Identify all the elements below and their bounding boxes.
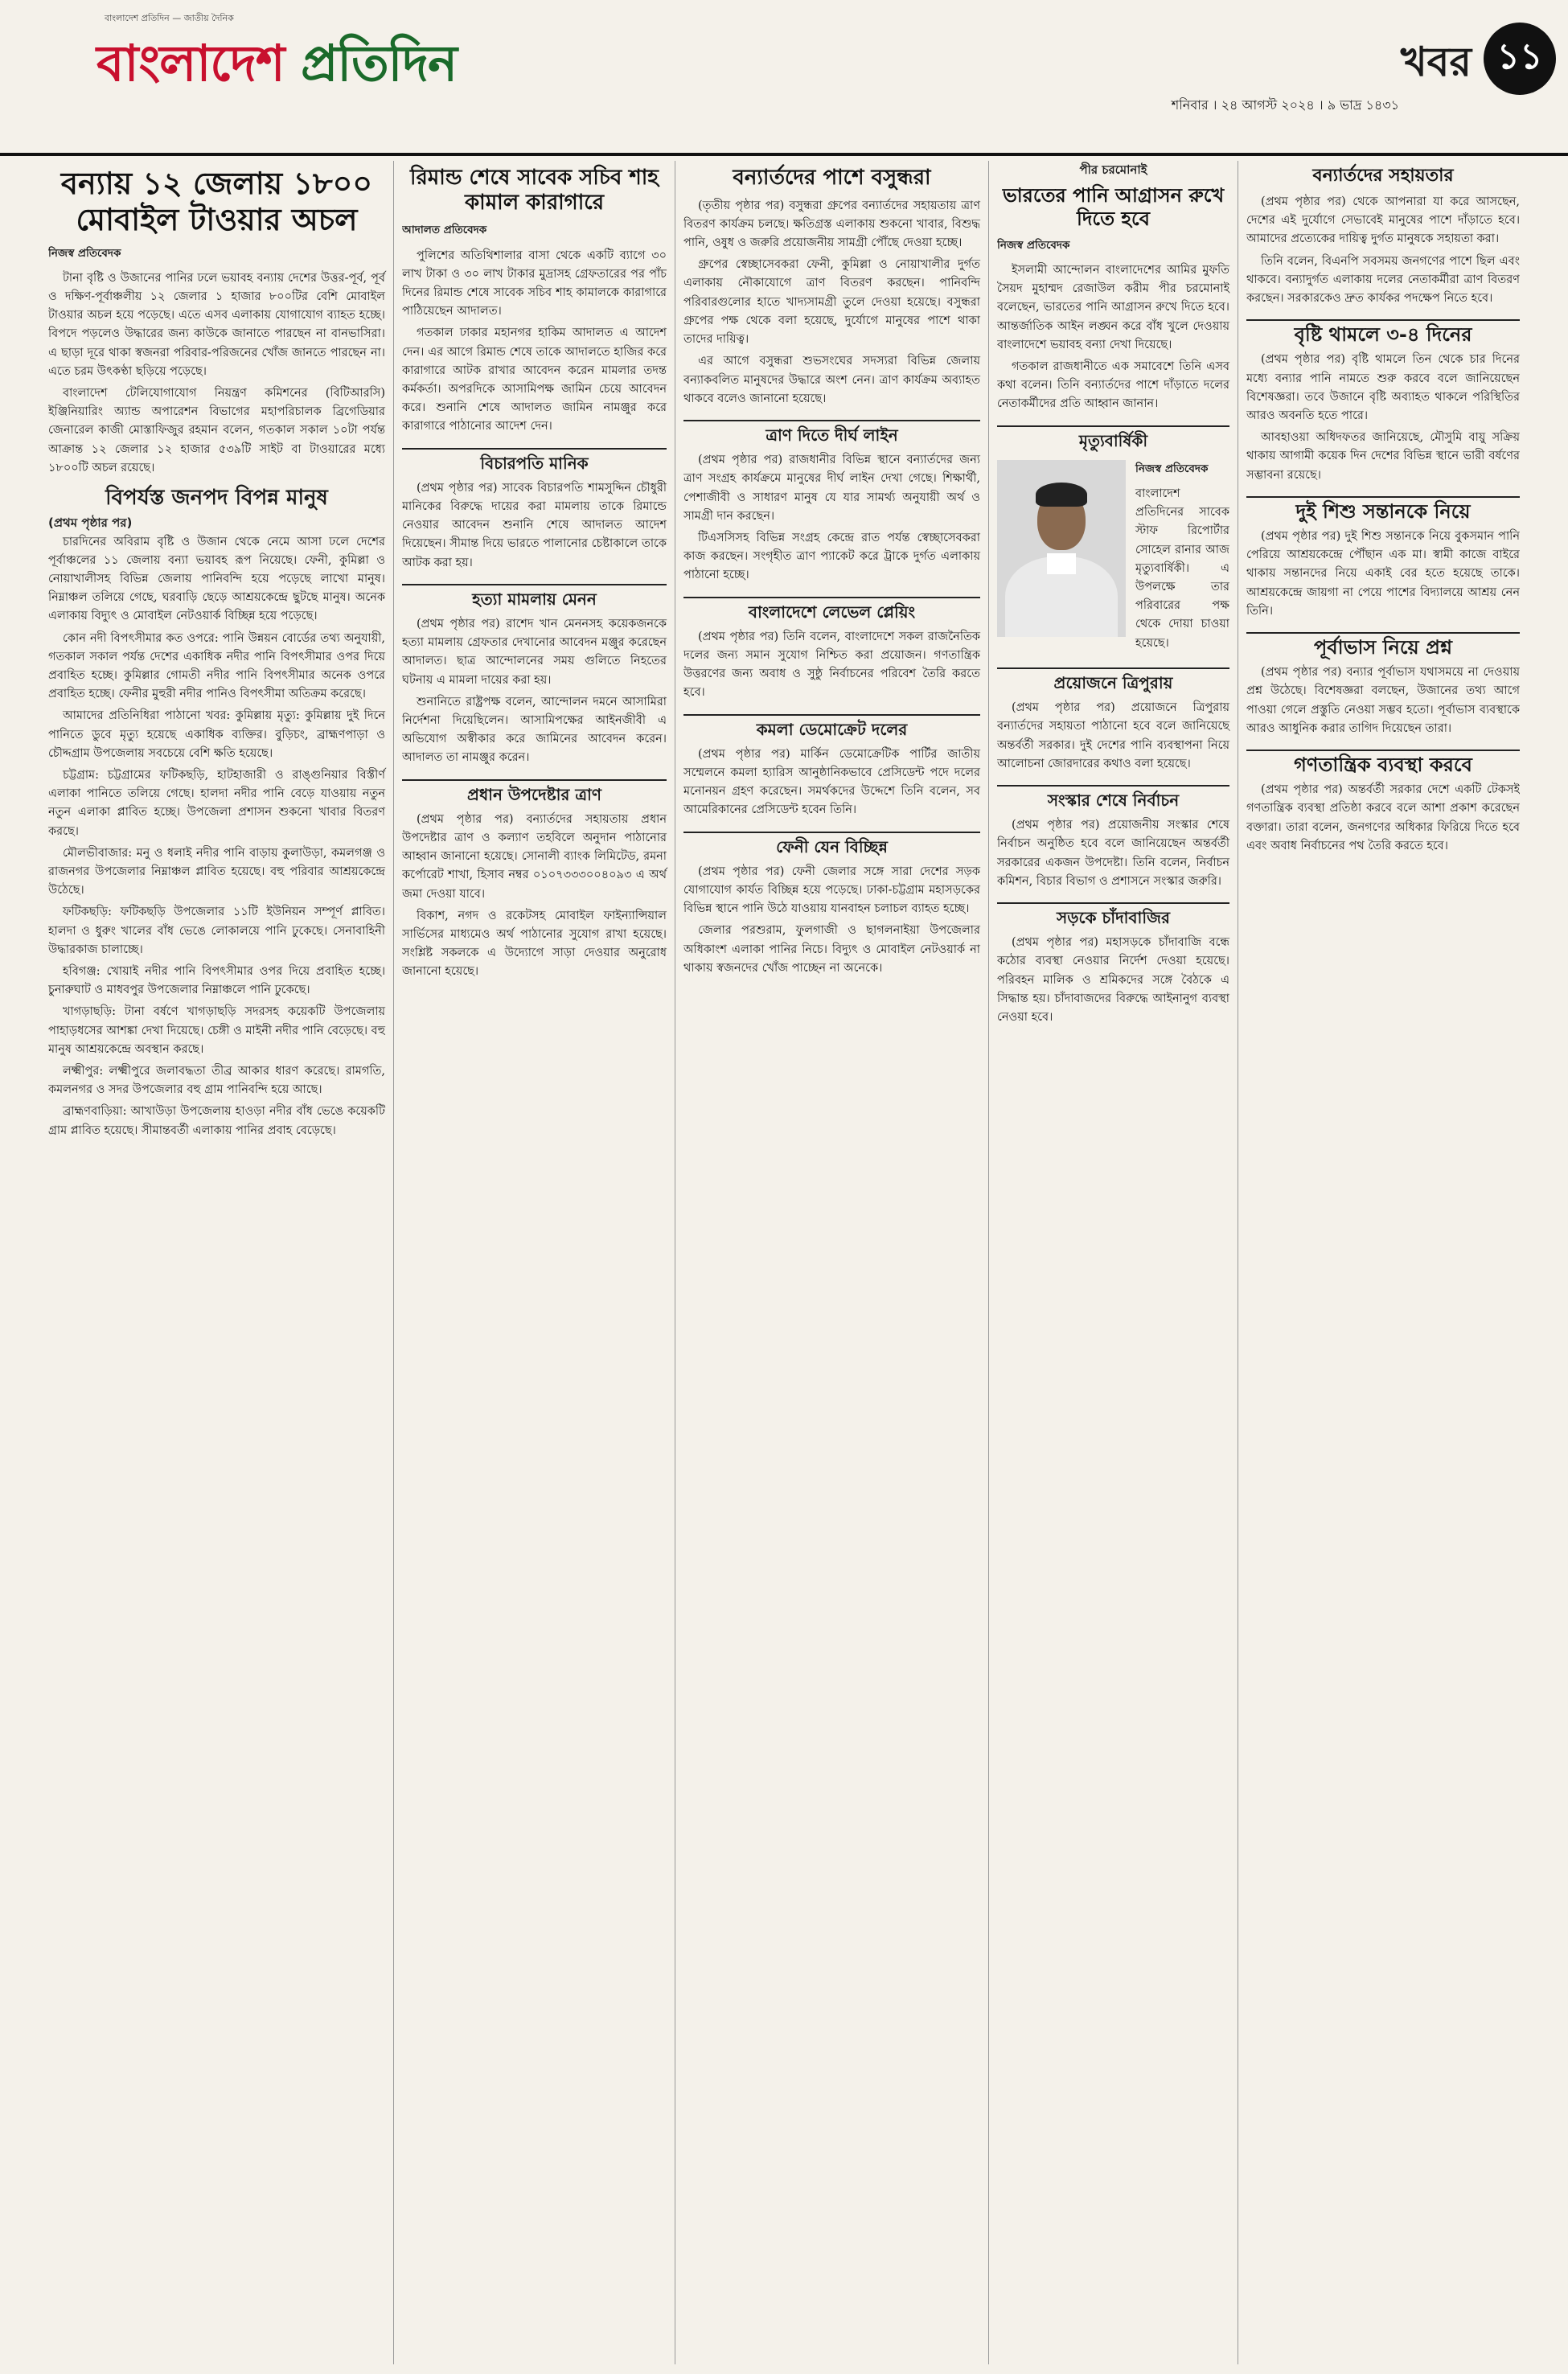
headline-menon-case[interactable]: হত্যা মামলায় মেনন	[402, 584, 667, 609]
article-paragraph: ইসলামী আন্দোলন বাংলাদেশের আমির মুফতি সৈয়দ মুহাম্মদ রেজাউল করীম পীর চরমোনাই বলেছেন, ভারতের পানি আগ্রাসন রুখে দিতে হবে। আন্তর্জাতিক আইন লঙ্ঘন করে বাঁধ খুলে দেওয়ায় বাংলাদেশে ভয়াবহ বন্যা দেখা দিয়েছে।	[997, 264, 1229, 351]
obituary-box	[997, 457, 1229, 656]
headline-bashundhara[interactable]: বন্যার্তদের পাশে বসুন্ধরা	[733, 166, 931, 190]
headline-flood-assistance[interactable]: বন্যার্তদের সহায়তার	[1312, 166, 1454, 186]
issue-date: শনিবার । ২৪ আগস্ট ২০২৪ । ৯ ভাদ্র ১৪৩১	[1171, 97, 1399, 113]
headline-relief-line[interactable]: ত্রাণ দিতে দীর্ঘ লাইন	[683, 420, 980, 445]
obituary-portrait	[997, 460, 1126, 637]
headline-justice-manik[interactable]: বিচারপতি মানিক	[402, 448, 667, 473]
article-paragraph: আবহাওয়া অধিদফতর জানিয়েছে, মৌসুমি বায়ু সক্রিয় থাকায় আগামী কয়েক দিন দেশের বিভিন্ন স্থানে ভারী বর্ষণের সম্ভাবনা রয়েছে।	[1246, 431, 1520, 482]
headline-shah-kamal[interactable]: রিমান্ড শেষে সাবেক সচিব শাহ কামাল কারাগারে	[410, 166, 659, 215]
column-4	[997, 161, 1238, 2364]
article-paragraph: (তৃতীয় পৃষ্ঠার পর) বসুন্ধরা গ্রুপের বন্যার্তদের সহায়তায় ত্রাণ বিতরণ কার্যক্রম চলছে। ক্ষতিগ্রস্ত এলাকায় শুকনো খাবার, বিশুদ্ধ পানি, ওষুধ ও জরুরি প্রয়োজনীয় সামগ্রী পৌঁছে দেওয়া হচ্ছে।	[683, 199, 980, 250]
headline-tripura[interactable]: প্রয়োজনে ত্রিপুরায়	[997, 667, 1229, 692]
article-paragraph: চট্টগ্রাম: চট্টগ্রামের ফটিকছড়ি, হাটহাজারী ও রাঙ্গুনিয়ার বিস্তীর্ণ এলাকা পানিতে তলিয়ে গেছে। হালদা নদীর পানি বেড়ে যাওয়ায় নতুন নতুন এলাকা প্লাবিত হচ্ছে। উপজেলা প্রশাসন শুকনো খাবার বিতরণ করছে।	[48, 768, 385, 838]
article-paragraph: (প্রথম পৃষ্ঠার পর) প্রয়োজনীয় সংস্কার শেষে নির্বাচন অনুষ্ঠিত হবে বলে জানিয়েছেন অন্তর্বর্তী সরকারের একজন উপদেষ্টা। তিনি বলেন, নির্বাচন কমিশন, বিচার বিভাগ ও প্রশাসনে সংস্কার জরুরি।	[997, 819, 1229, 888]
article-paragraph: (প্রথম পৃষ্ঠার পর) বন্যার পূর্বাভাস যথাসময়ে না দেওয়ায় প্রশ্ন উঠেছে। বিশেষজ্ঞরা বলছেন, উজানের তথ্য আগে পাওয়া গেলে প্রস্তুতি নেওয়া সম্ভব হতো। পূর্বাভাস ব্যবস্থাকে আরও আধুনিক করার তাগিদ দিয়েছেন তারা।	[1246, 666, 1520, 735]
headline-rain-stops[interactable]: বৃষ্টি থামলে ৩-৪ দিনের	[1246, 319, 1520, 344]
article-paragraph: ফটিকছড়ি: ফটিকছড়ি উপজেলার ১১টি ইউনিয়ন সম্পূর্ণ প্লাবিত। হালদা ও ধুরুং খালের বাঁধ ভেঙে লোকালয়ে পানি ঢুকেছে। সেনাবাহিনী উদ্ধারকাজ চালাচ্ছে।	[48, 906, 385, 956]
continuation-kicker: (প্রথম পৃষ্ঠার পর)	[48, 515, 133, 531]
column-2	[402, 161, 675, 2364]
column-5	[1246, 161, 1520, 2364]
article-paragraph: (প্রথম পৃষ্ঠার পর) থেকে আপনারা যা করে আসছেন, দেশের এই দুর্যোগে সেভাবেই মানুষের পাশে দাঁড়াতে হবে। আমাদের প্রত্যেকের দায়িত্ব দুর্গত মানুষকে সহায়তা করা।	[1246, 195, 1520, 246]
headline-feni-isolated[interactable]: ফেনী যেন বিচ্ছিন্ন	[683, 832, 980, 856]
headline-forecast-question[interactable]: পূর্বাভাস নিয়ে প্রশ্ন	[1246, 632, 1520, 657]
article-paragraph: (প্রথম পৃষ্ঠার পর) মার্কিন ডেমোক্রেটিক পার্টির জাতীয় সম্মেলনে কমলা হ্যারিস আনুষ্ঠানিকভাবে প্রেসিডেন্ট পদে দলের মনোনয়ন গ্রহণ করেছেন। সমর্থকদের উদ্দেশে তিনি বলেন, সব আমেরিকানের প্রেসিডেন্ট হবেন তিনি।	[683, 747, 980, 817]
headline-level-playing[interactable]: বাংলাদেশে লেভেল প্লেয়িং	[683, 597, 980, 622]
article-paragraph: জেলার পরশুরাম, ফুলগাজী ও ছাগলনাইয়া উপজেলার অধিকাংশ এলাকা পানির নিচে। বিদ্যুৎ ও মোবাইল নেটওয়ার্ক না থাকায় স্বজনদের খোঁজ পাচ্ছেন না অনেকে।	[683, 924, 980, 975]
column-1	[48, 161, 394, 2364]
article-paragraph: হবিগঞ্জ: খোয়াই নদীর পানি বিপৎসীমার ওপর দিয়ে প্রবাহিত হচ্ছে। চুনারুঘাট ও মাধবপুর উপজেলার নিম্নাঞ্চলে পানি ঢুকেছে।	[48, 964, 385, 997]
page-number-badge: ১১	[1484, 23, 1556, 95]
masthead	[0, 0, 1568, 156]
article-paragraph: বাংলাদেশ টেলিযোগাযোগ নিয়ন্ত্রণ কমিশনের (বিটিআরসি) ইঞ্জিনিয়ারিং অ্যান্ড অপারেশন বিভাগের মহাপরিচালক ব্রিগেডিয়ার জেনারেল কাজী মোস্তাফিজুর রহমান বলেন, গতকাল সকাল ১০টা পর্যন্ত আক্রান্ত ১২ জেলার ১২ হাজার ৫৩৯টি সাইট বা টাওয়ারের মধ্যে ১৮০০টি অচল রয়েছে।	[48, 387, 385, 474]
article-paragraph: এর আগে বসুন্ধরা শুভসংঘের সদস্যরা বিভিন্ন জেলায় বন্যাকবলিত মানুষদের উদ্ধারে অংশ নেন। ত্রাণ কার্যক্রম অব্যাহত থাকবে বলেও জানানো হয়েছে।	[683, 355, 980, 405]
headline-road-extortion[interactable]: সড়কে চাঁদাবাজির	[997, 902, 1229, 927]
logo-tagline: বাংলাদেশ প্রতিদিন — জাতীয় দৈনিক	[105, 13, 234, 23]
article-paragraph: (প্রথম পৃষ্ঠার পর) বন্যার্তদের সহায়তায় প্রধান উপদেষ্টার ত্রাণ ও কল্যাণ তহবিলে অনুদান পাঠানোর আহ্বান জানানো হয়েছে। সোনালী ব্যাংক লিমিটেড, রমনা কর্পোরেট শাখা, হিসাব নম্বর ০১০৭৩৩৩০০৪০৯৩ এ অর্থ জমা দেওয়া যাবে।	[402, 812, 667, 901]
article-paragraph: (প্রথম পৃষ্ঠার পর) মহাসড়কে চাঁদাবাজি বন্ধে কঠোর ব্যবস্থা নেওয়ার নির্দেশ দেওয়া হয়েছে। পরিবহন মালিক ও শ্রমিকদের সঙ্গে বৈঠকে এ সিদ্ধান্ত হয়। চাঁদাবাজদের বিরুদ্ধে আইনানুগ ব্যবস্থা নেওয়া হবে।	[997, 936, 1229, 1024]
article-paragraph: গ্রুপের স্বেচ্ছাসেবকরা ফেনী, কুমিল্লা ও নোয়াখালীর দুর্গত এলাকায় নৌকাযোগে ত্রাণ বিতরণ করছেন। পানিবন্দি পরিবারগুলোর হাতে খাদ্যসামগ্রী তুলে দেওয়া হয়েছে। বসুন্ধরা গ্রুপের পক্ষ থেকে বলা হয়েছে, দুর্যোগে মানুষের পাশে থাকা তাদের দায়িত্ব।	[683, 258, 980, 347]
article-paragraph: চারদিনের অবিরাম বৃষ্টি ও উজান থেকে নেমে আসা ঢলে দেশের পূর্বাঞ্চলের ১১ জেলায় বন্যা ভয়াবহ রূপ নিয়েছে। ফেনী, কুমিল্লা ও নোয়াখালীসহ বিভিন্ন জেলায় পানিবন্দি হয়ে পড়েছে লাখো মানুষ। নিম্নাঞ্চল তলিয়ে গেছে, ঘরবাড়ি ছেড়ে আশ্রয়কেন্দ্রে ছুটছে মানুষ। অনেক এলাকায় বিদ্যুৎ ও মোবাইল নেটওয়ার্ক বিচ্ছিন্ন হয়ে পড়েছে।	[48, 535, 385, 623]
article-paragraph: গতকাল রাজধানীতে এক সমাবেশে তিনি এসব কথা বলেন। তিনি বন্যার্তদের পাশে দাঁড়াতে দলের নেতাকর্মীদের প্রতি আহ্বান জানান।	[997, 360, 1229, 411]
headline-mobile-towers[interactable]: বন্যায় ১২ জেলায় ১৮০০ মোবাইল টাওয়ার অচল	[60, 166, 373, 237]
article-paragraph: (প্রথম পৃষ্ঠার পর) তিনি বলেন, বাংলাদেশে সকল রাজনৈতিক দলের জন্য সমান সুযোগ নিশ্চিত করা প্রয়োজন। গণতান্ত্রিক উত্তরণের জন্য অবাধ ও সুষ্ঠু নির্বাচনের পরিবেশ তৈরি করতে হবে।	[683, 630, 980, 700]
article-paragraph: তিনি বলেন, বিএনপি সবসময় জনগণের পাশে ছিল এবং থাকবে। বন্যাদুর্গত এলাকায় দলের নেতাকর্মীরা ত্রাণ বিতরণ করছেন। সরকারকেও দ্রুত কার্যকর পদক্ষেপ নিতে হবে।	[1246, 254, 1520, 305]
article-paragraph: বিকাশ, নগদ ও রকেটসহ মোবাইল ফাইন্যান্সিয়াল সার্ভিসের মাধ্যমেও অর্থ পাঠানোর সুযোগ রাখা হয়েছে। সংশ্লিষ্ট সকলকে এ উদ্যোগে সাড়া দেওয়ার অনুরোধ জানানো হয়েছে।	[402, 909, 667, 979]
article-paragraph: (প্রথম পৃষ্ঠার পর) রাজধানীর বিভিন্ন স্থানে বন্যার্তদের জন্য ত্রাণ সংগ্রহ কার্যক্রমে মানুষের দীর্ঘ লাইন দেখা গেছে। শিক্ষার্থী, পেশাজীবী ও সাধারণ মানুষ যে যার সামর্থ্য অনুযায়ী অর্থ ও সামগ্রী দান করছেন।	[683, 454, 980, 523]
article-paragraph: (প্রথম পৃষ্ঠার পর) রাশেদ খান মেননসহ কয়েকজনকে হত্যা মামলায় গ্রেফতার দেখানোর আবেদন মঞ্জুর করেছেন আদালত। ছাত্র আন্দোলনের সময় গুলিতে নিহতের ঘটনায় এ মামলা দায়ের করা হয়।	[402, 618, 667, 687]
article-paragraph: মৌলভীবাজার: মনু ও ধলাই নদীর পানি বাড়ায় কুলাউড়া, কমলগঞ্জ ও রাজনগর উপজেলার নিম্নাঞ্চল প্লাবিত হয়েছে। বহু পরিবার আশ্রয়কেন্দ্রে উঠেছে।	[48, 846, 385, 897]
article-paragraph: শুনানিতে রাষ্ট্রপক্ষ বলেন, আন্দোলন দমনে আসামিরা নির্দেশনা দিয়েছিলেন। আসামিপক্ষের আইনজীবী এ অভিযোগ অস্বীকার করে জামিনের আবেদন করেন। আদালত তা নামঞ্জুর করেন।	[402, 695, 667, 765]
headline-democratic-system[interactable]: গণতান্ত্রিক ব্যবস্থা করবে	[1246, 750, 1520, 774]
article-paragraph: ব্রাহ্মণবাড়িয়া: আখাউড়া উপজেলায় হাওড়া নদীর বাঁধ ভেঙে কয়েকটি গ্রাম প্লাবিত হয়েছে। সীমান্তবর্তী এলাকায় পানির প্রবাহ বেড়েছে।	[48, 1105, 385, 1137]
article-paragraph: পুলিশের অতিথিশালার বাসা থেকে একটি ব্যাগে ৩০ লাখ টাকা ও ৩০ লাখ টাকার মুদ্রাসহ গ্রেফতারের পর পাঁচ দিনের রিমান্ড শেষে সাবেক সচিব শাহ কামালকে কারাগারে পাঠিয়েছেন আদালত।	[402, 248, 667, 318]
article-paragraph: (প্রথম পৃষ্ঠার পর) সাবেক বিচারপতি শামসুদ্দিন চৌধুরী মানিকের বিরুদ্ধে দায়ের করা মামলায় তাকে রিমান্ডে নেওয়ার আবেদন শুনানি শেষে আদালত আদেশ দিয়েছেন। সীমান্ত দিয়ে ভারতে পালানোর চেষ্টাকালে তাকে আটক করা হয়।	[402, 481, 667, 569]
logo-part-1: বাংলাদেশ	[96, 34, 285, 92]
article-paragraph: (প্রথম পৃষ্ঠার পর) প্রয়োজনে ত্রিপুরায় বন্যার্তদের সহায়তা পাঠানো হবে বলে জানিয়েছে অন্তর্বর্তী সরকার। দুই দেশের পানি ব্যবস্থাপনা নিয়ে আলোচনা জোরদারের কথাও বলা হয়েছে।	[997, 701, 1229, 770]
article-paragraph: লক্ষ্মীপুর: লক্ষ্মীপুরে জলাবদ্ধতা তীব্র আকার ধারণ করেছে। রামগতি, কমলনগর ও সদর উপজেলার বহু গ্রাম পানিবন্দি হয়ে আছে।	[48, 1064, 385, 1097]
article-paragraph: টানা বৃষ্টি ও উজানের পানির ঢলে ভয়াবহ বন্যায় দেশের উত্তর-পূর্ব, পূর্ব ও দক্ষিণ-পূর্বাঞ্চলীয় ১২ জেলার ১ হাজার ৮০০টির বেশি মোবাইল টাওয়ার অচল হয়ে পড়েছে। এতে এসব এলাকায় যোগাযোগ ব্যাহত হচ্ছে। বিপদে পড়লেও উদ্ধারের জন্য কাউকে জানাতে পারছেন না বানভাসিরা। এ ছাড়া দূরে থাকা স্বজনরা পরিবার-পরিজনের খোঁজ জানতে পারছেন না। এতে চরম উৎকণ্ঠা ছড়িয়ে পড়েছে।	[48, 271, 385, 378]
headline-india-water[interactable]: ভারতের পানি আগ্রাসন রুখে দিতে হবে	[1002, 184, 1225, 230]
logo-wordmark	[96, 26, 457, 109]
byline: নিজস্ব প্রতিবেদক	[48, 246, 121, 260]
article-paragraph: টিএসসিসহ বিভিন্ন সংগ্রহ কেন্দ্রে রাত পর্যন্ত স্বেচ্ছাসেবকরা কাজ করছেন। সংগৃহীত ত্রাণ প্যাকেট করে ট্রাকে দুর্গত এলাকায় পাঠানো হচ্ছে।	[683, 531, 980, 582]
newspaper-logo[interactable]	[96, 8, 515, 129]
byline: আদালত প্রতিবেদক	[402, 224, 487, 237]
article-paragraph: কোন নদী বিপৎসীমার কত ওপরে: পানি উন্নয়ন বোর্ডের তথ্য অনুযায়ী, গতকাল সকাল পর্যন্ত দেশের একাধিক নদীর পানি বিপৎসীমার ওপর দিয়ে প্রবাহিত হচ্ছে। কুমিল্লার গোমতী নদীর পানি বিপৎসীমার অনেক ওপরে প্রবাহিত হচ্ছে। ফেনীর মুহুরী নদীর পানিও বিপৎসীমা অতিক্রম করেছে।	[48, 631, 385, 701]
byline: নিজস্ব প্রতিবেদক	[997, 238, 1070, 252]
logo-part-2: প্রতিদিন	[301, 34, 457, 92]
headline-devastated-region[interactable]: বিপর্যস্ত জনপদ বিপন্ন মানুষ	[105, 486, 328, 511]
obituary-text: বাংলাদেশ প্রতিদিনের সাবেক স্টাফ রিপোর্টার সোহেল রানার আজ মৃত্যুবার্ষিকী। এ উপলক্ষে তার পরিবারের পক্ষ থেকে দোয়া চাওয়া হয়েছে।	[1135, 487, 1229, 650]
headline-death-anniversary[interactable]: মৃত্যুবার্ষিকী	[997, 425, 1229, 450]
article-paragraph: আমাদের প্রতিনিধিরা পাঠানো খবর: কুমিল্লায় মৃত্যু: কুমিল্লায় দুই দিনে পানিতে ডুবে মৃত্যু হয়েছে একাধিক ব্যক্তির। বুড়িচং, ব্রাহ্মণপাড়া ও চৌদ্দগ্রাম উপজেলায় সবচেয়ে বেশি ক্ষতি হয়েছে।	[48, 709, 385, 760]
section-title: খবর	[1400, 39, 1472, 85]
article-paragraph: (প্রথম পৃষ্ঠার পর) অন্তর্বর্তী সরকার দেশে একটি টেকসই গণতান্ত্রিক ব্যবস্থা প্রতিষ্ঠা করবে বলে আশা প্রকাশ করেছেন বক্তারা। তারা বলেন, জনগণের অধিকার ফিরিয়ে দিতে হবে এবং অবাধ নির্বাচনের পথ তৈরি করতে হবে।	[1246, 783, 1520, 852]
column-3	[683, 161, 989, 2364]
article-paragraph: খাগড়াছড়ি: টানা বর্ষণে খাগড়াছড়ি সদরসহ কয়েকটি উপজেলায় পাহাড়ধসের আশঙ্কা দেখা দিয়েছে। চেঙ্গী ও মাইনী নদীর পানি বেড়েছে। বহু মানুষ আশ্রয়কেন্দ্রে অবস্থান করছে।	[48, 1005, 385, 1056]
headline-kamala[interactable]: কমলা ডেমোক্রেট দলের	[683, 714, 980, 739]
headline-kicker: পীর চরমোনাই	[1079, 162, 1147, 177]
article-paragraph: (প্রথম পৃষ্ঠার পর) ফেনী জেলার সঙ্গে সারা দেশের সড়ক যোগাযোগ কার্যত বিচ্ছিন্ন হয়ে পড়েছে। ঢাকা-চট্টগ্রাম মহাসড়কের বিভিন্ন স্থানে পানি উঠে যাওয়ায় যানবাহন চলাচল ব্যাহত হচ্ছে।	[683, 865, 980, 916]
obituary-byline: নিজস্ব প্রতিবেদক	[1135, 462, 1209, 475]
article-paragraph: (প্রথম পৃষ্ঠার পর) বৃষ্টি থামলে তিন থেকে চার দিনের মধ্যে বন্যার পানি নামতে শুরু করবে বলে জানিয়েছেন বিশেষজ্ঞরা। তবে উজানে বৃষ্টি অব্যাহত থাকলে পরিস্থিতির আরও অবনতি হতে পারে।	[1246, 353, 1520, 422]
headline-reform-election[interactable]: সংস্কার শেষে নির্বাচন	[997, 785, 1229, 810]
headline-chief-adviser-relief[interactable]: প্রধান উপদেষ্টার ত্রাণ	[402, 779, 667, 804]
headline-two-children[interactable]: দুই শিশু সন্তানকে নিয়ে	[1246, 496, 1520, 521]
article-paragraph: (প্রথম পৃষ্ঠার পর) দুই শিশু সন্তানকে নিয়ে বুকসমান পানি পেরিয়ে আশ্রয়কেন্দ্রে পৌঁছান এক মা। স্বামী কাজে বাইরে থাকায় সন্তানদের নিয়ে একাই বের হতে হয়েছে তাকে। আশ্রয়কেন্দ্রে জায়গা না পেয়ে পাশের বিদ্যালয়ে আশ্রয় নেন তিনি।	[1246, 530, 1520, 618]
article-paragraph: গতকাল ঢাকার মহানগর হাকিম আদালত এ আদেশ দেন। এর আগে রিমান্ড শেষে তাকে আদালতে হাজির করে কারাগারে আটক রাখার আবেদন করেন মামলার তদন্ত কর্মকর্তা। অপরদিকে আসামিপক্ষ জামিন চেয়ে আবেদন করে। শুনানি শেষে আদালত জামিন নামঞ্জুর করে কারাগারে পাঠানোর আদেশ দেন।	[402, 327, 667, 433]
